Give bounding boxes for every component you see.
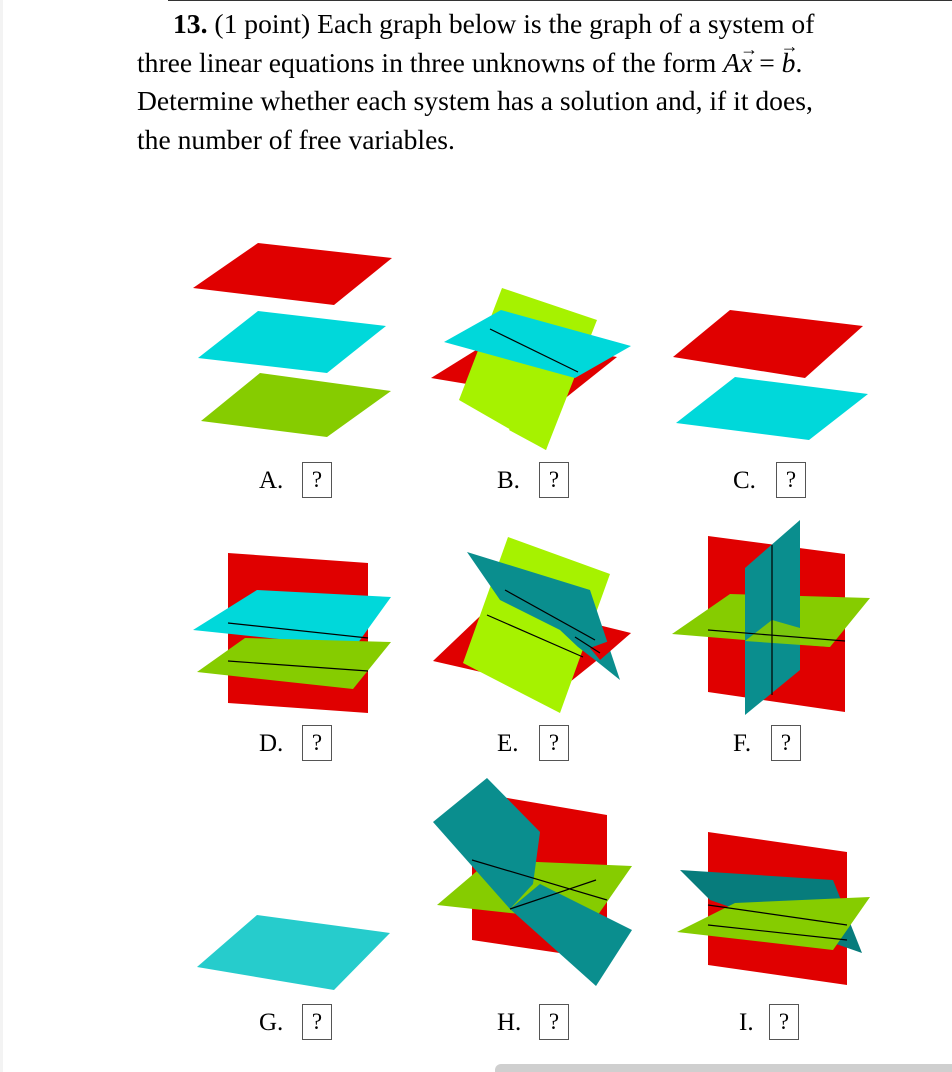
figure-b-answer[interactable] (539, 462, 569, 498)
figure-a-label: A. (259, 467, 284, 494)
figure-a-green-plane (201, 373, 391, 437)
figure-a-answer[interactable] (302, 462, 332, 498)
figure-c-red-plane (673, 310, 863, 378)
figure-d-label: D. (259, 730, 284, 757)
problem-line-3: Determine whether each system has a solution and, if it does, (137, 85, 813, 116)
figure-h-answer[interactable] (539, 1004, 569, 1040)
figure-c-cyan-plane (676, 377, 868, 440)
equals-sign: = (752, 46, 782, 78)
figure-b-graph (431, 288, 631, 450)
problem-line-1-text: Each graph below is the graph of a system of (317, 8, 815, 39)
figure-e-label: E. (497, 730, 519, 757)
figure-e-graph (433, 537, 631, 713)
horizontal-scrollbar[interactable] (495, 1064, 952, 1072)
line-2-period: . (795, 46, 803, 78)
figure-g-label: G. (259, 1009, 284, 1036)
figure-g-graph (197, 915, 390, 990)
vector-x: → x (740, 47, 752, 78)
problem-number: 13. (173, 8, 208, 39)
figure-b-label: B. (497, 467, 520, 494)
figure-h-label: H. (497, 1009, 522, 1036)
figure-f-answer[interactable] (771, 725, 801, 761)
matrix-a: A (723, 46, 741, 78)
vector-b: → b (782, 47, 796, 78)
figure-c-graph (673, 310, 868, 440)
figure-e-answer[interactable] (539, 725, 569, 761)
figure-c-label: C. (733, 467, 756, 494)
figure-f-label: F. (733, 730, 752, 757)
figure-f-graph (672, 520, 870, 715)
figure-h-graph (433, 778, 632, 986)
figure-d-answer[interactable] (302, 725, 332, 761)
figure-g-cyan-plane (197, 915, 390, 990)
figure-i-answer[interactable] (769, 1004, 799, 1040)
figure-a-red-plane (193, 243, 392, 305)
figure-a-graph (193, 243, 392, 437)
problem-line-2-text: three linear equations in three unknowns of the form (137, 46, 717, 78)
problem-line-4: the number of free variables. (137, 123, 455, 155)
figure-a-cyan-plane (198, 311, 386, 373)
figure-c-answer[interactable] (776, 462, 806, 498)
figure-i-label: I. (739, 1009, 754, 1036)
figure-g-answer[interactable] (302, 1004, 332, 1040)
problem-points: (1 point) (214, 8, 311, 39)
figure-d-graph (193, 553, 391, 713)
figure-i-graph (677, 832, 870, 985)
